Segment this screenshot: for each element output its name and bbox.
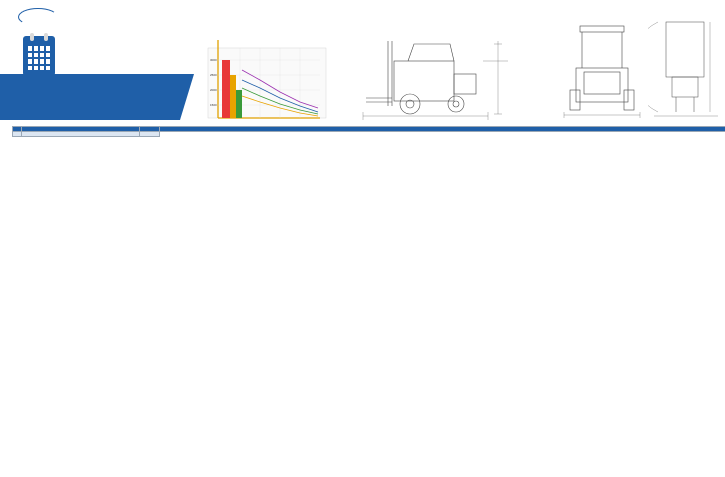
turning-radius-drawing — [648, 12, 724, 120]
front-view-drawing — [560, 20, 645, 120]
spec-table-area — [0, 126, 725, 477]
logo-swoosh-icon — [18, 8, 58, 26]
svg-text:1500: 1500 — [210, 103, 217, 107]
svg-text:3000: 3000 — [210, 58, 217, 62]
specification-group-header — [160, 127, 725, 132]
model-header-row — [13, 132, 725, 137]
baoli-logo — [10, 4, 54, 26]
side-view-drawing — [358, 36, 518, 121]
svg-text:2500: 2500 — [210, 73, 217, 77]
capacity-chart — [200, 30, 335, 125]
spec-table — [12, 126, 725, 137]
title-band — [0, 74, 180, 120]
svg-text:2000: 2000 — [210, 88, 217, 92]
calendar-icon — [23, 36, 55, 76]
